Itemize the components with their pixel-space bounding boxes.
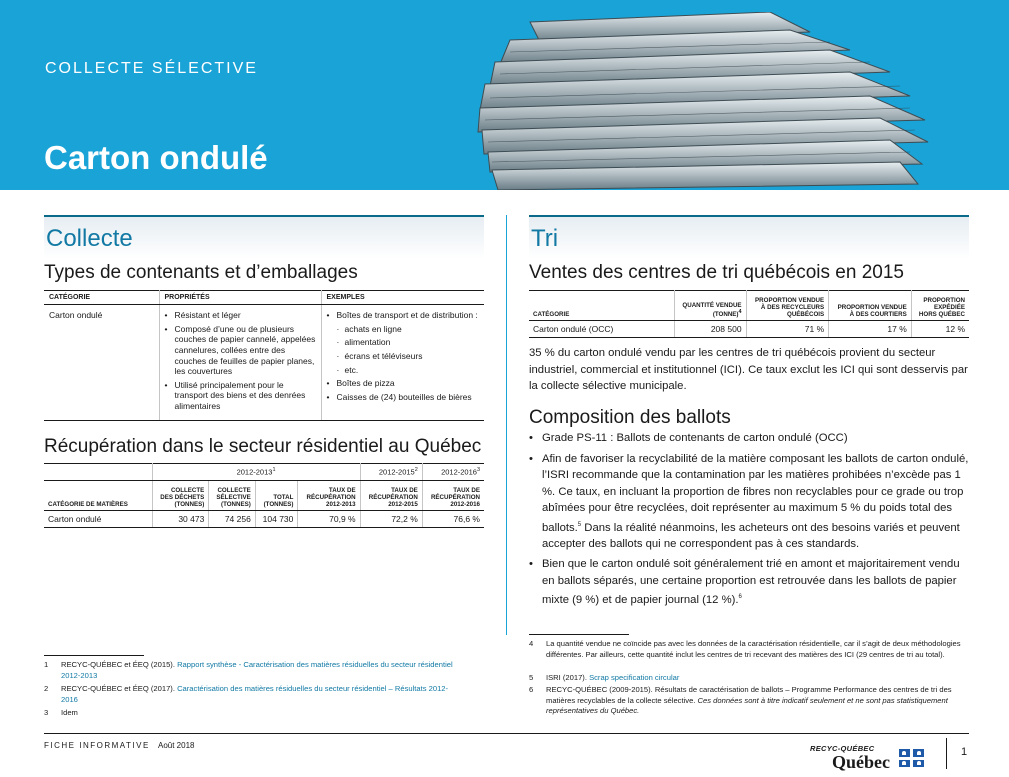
recyc-quebec-logo: RECYC-QUÉBEC — [810, 744, 875, 753]
sales-cell-recycleurs: 71 % — [746, 321, 829, 338]
footer-rule — [44, 733, 969, 734]
types-col-category: CATÉGORIE — [44, 291, 159, 305]
types-properties-cell — [159, 305, 321, 421]
list-item: • Grade PS-11 : Ballots de contenants de carton ondulé (OCC) — [529, 430, 971, 447]
footer-divider — [946, 738, 947, 769]
sales-paragraph: 35 % du carton ondulé vendu par les centres de tri québécois provient du secteur industriel, commercial et institutionnel (ICI). Ce taux exclut les ICI qui sont desservis par la collecte sélective municipale. — [529, 347, 968, 392]
column-divider — [506, 215, 507, 635]
quebec-logo: Québec — [832, 752, 890, 772]
types-table — [44, 290, 484, 421]
section-title-collecte: Collecte — [46, 225, 133, 252]
res-col-category: CATÉGORIE DE MATIÈRES — [44, 481, 152, 511]
list-item: · etc. — [327, 365, 480, 376]
res-cell-total: 104 730 — [255, 511, 298, 528]
list-item: • Boîtes de transport et de distribution : — [327, 310, 480, 321]
res-cell-taux2: 72,2 % — [360, 511, 422, 528]
footnote-2-link[interactable]: Caractérisation des matières résiduelles du secteur résidentiel – Résultats 2012-2016 — [61, 684, 449, 704]
footnote-1: 1 RECYC-QUÉBEC et ÉEQ (2015). Rapport synthèse - Caractérisation des matières résiduelles du secteur résidentiel 2012-2013 — [44, 660, 453, 680]
sales-cell-courtiers: 17 % — [829, 321, 912, 338]
list-item: • Composé d’une ou de plusieurs couches de papier cannelé, appelées cannelures, collées entre des couches de feuilles de papier planes, les couvertures — [165, 324, 316, 377]
list-item: • Afin de favoriser la recyclabilité de la matière composant les ballots de carton ondulé, l’ISRI recommande que la contamination par les matières prohibées n’excède pas 1 %. Ce taux, en incluant la proportion de fibres non recyclables pour ce grade ou trop abîmées pour être recyclées, doit représenter au maximum 5 % du poids total des ballots.$^5$ Dans la réalité néanmoins, les acheteurs ont des besoins variés et peuvent accepter des ballots qui ne correspondent pas à ces standards. — [529, 451, 971, 553]
res-col-selective: COLLECTE SÉLECTIVE (TONNES) — [209, 481, 256, 511]
res-col-total: TOTAL (TONNES) — [255, 481, 298, 511]
sales-col-qty: QUANTITÉ VENDUE (TONNE)$^4$ — [674, 291, 746, 321]
footnote-6: 6 RECYC-QUÉBEC (2009-2015). Résultats de caractérisation de ballots – Programme Performance des centres de tri des matières recyclables de la collecte sélective. Ces données sont à titre indicatif seulement et ne sont pas statistiquement représentatives du Québec. — [529, 685, 952, 715]
list-item: • Bien que le carton ondulé soit généralement trié en amont et majoritairement vendu en ballots séparés, une certaine proportion est retrouvée dans les ballots de papier mixte (9 %) et de papier journal (12 %).$^6$ — [529, 556, 971, 608]
sales-col-recycleurs: PROPORTION VENDUE À DES RECYCLEURS QUÉBÉCOIS — [746, 291, 829, 321]
residential-table — [44, 463, 484, 528]
footer-date: Août 2018 — [158, 741, 195, 750]
footer-label: FICHE INFORMATIVE — [44, 741, 150, 750]
list-item: • Utilisé principalement pour le transport des biens et des denrées alimentaires — [165, 380, 316, 412]
table-row — [44, 511, 484, 528]
res-col-taux3: TAUX DE RÉCUPÉRATION 2012-2016 — [422, 481, 484, 511]
sales-table — [529, 290, 969, 338]
sales-col-hors: PROPORTION EXPÉDIÉE HORS QUÉBEC — [911, 291, 969, 321]
group-2012-2015: 2012-2015$^2$ — [360, 464, 422, 481]
footnote-rule-right — [529, 634, 629, 635]
footnote-5-link[interactable]: Scrap specification circular — [589, 673, 680, 682]
group-2012-2016: 2012-2016$^3$ — [422, 464, 484, 481]
table-row — [529, 321, 969, 338]
footnote-2: 2 RECYC-QUÉBEC et ÉEQ (2017). Caractérisation des matières résiduelles du secteur résidentiel – Résultats 2012-2016 — [44, 684, 449, 704]
res-col-dechets: COLLECTE DES DÉCHETS (TONNES) — [152, 481, 209, 511]
section-tri — [529, 215, 969, 259]
quebec-flag-icon — [899, 749, 924, 767]
sales-cell-hors: 12 % — [911, 321, 969, 338]
footnote-5: 5 ISRI (2017). Scrap specification circular — [529, 673, 680, 682]
residential-title: Récupération dans le secteur résidentiel au Québec — [44, 436, 482, 457]
res-cell-taux1: 70,9 % — [298, 511, 360, 528]
list-item: · écrans et téléviseurs — [327, 351, 480, 362]
section-collecte — [44, 215, 484, 259]
footnote-4: 4 La quantité vendue ne coïncide pas avec les données de la caractérisation résidentielle, car il s’agit de deux méthodologies différentes. Par ailleurs, cette quantité inclut les centres de tri recevant des matières des ICI (29 centres de tri au total). — [529, 639, 961, 659]
res-cell-category: Carton ondulé — [44, 511, 152, 528]
section-title-tri: Tri — [531, 225, 559, 252]
footnote-rule-left — [44, 655, 144, 656]
res-cell-taux3: 76,6 % — [422, 511, 484, 528]
header-banner — [0, 0, 1009, 190]
res-cell-selective: 74 256 — [209, 511, 256, 528]
sales-col-category: CATÉGORIE — [529, 291, 674, 321]
composition-list — [529, 430, 971, 613]
sales-cell-category: Carton ondulé (OCC) — [529, 321, 674, 338]
page-title: Carton ondulé — [44, 139, 268, 176]
list-item: • Boîtes de pizza — [327, 378, 480, 389]
list-item: • Caisses de (24) bouteilles de bières — [327, 392, 480, 403]
list-item: • Résistant et léger — [165, 310, 316, 321]
list-item: · alimentation — [327, 337, 480, 348]
res-cell-dechets: 30 473 — [152, 511, 209, 528]
page-number: 1 — [961, 746, 968, 758]
res-col-taux2: TAUX DE RÉCUPÉRATION 2012-2015 — [360, 481, 422, 511]
sales-cell-qty: 208 500 — [674, 321, 746, 338]
group-2012-2013: 2012-2013$^1$ — [152, 464, 360, 481]
sales-col-courtiers: PROPORTION VENDUE À DES COURTIERS — [829, 291, 912, 321]
footnote-1-link[interactable]: Rapport synthèse - Caractérisation des matières résiduelles du secteur résidentiel 2012-2013 — [61, 660, 453, 680]
types-examples-cell — [321, 305, 484, 421]
list-item: · achats en ligne — [327, 324, 480, 335]
res-col-taux1: TAUX DE RÉCUPÉRATION 2012-2013 — [298, 481, 360, 511]
table-row — [44, 305, 484, 421]
composition-title: Composition des ballots — [529, 407, 731, 428]
paper-stack-image — [470, 12, 930, 190]
footnote-3: 3 Idem — [44, 708, 78, 717]
types-title: Types de contenants et d’emballages — [44, 262, 358, 283]
types-col-examples: EXEMPLES — [321, 291, 484, 305]
types-category-cell: Carton ondulé — [44, 305, 159, 421]
sales-title: Ventes des centres de tri québécois en 2015 — [529, 262, 904, 283]
banner-eyebrow: COLLECTE SÉLECTIVE — [45, 60, 258, 77]
types-col-properties: PROPRIÉTÉS — [159, 291, 321, 305]
